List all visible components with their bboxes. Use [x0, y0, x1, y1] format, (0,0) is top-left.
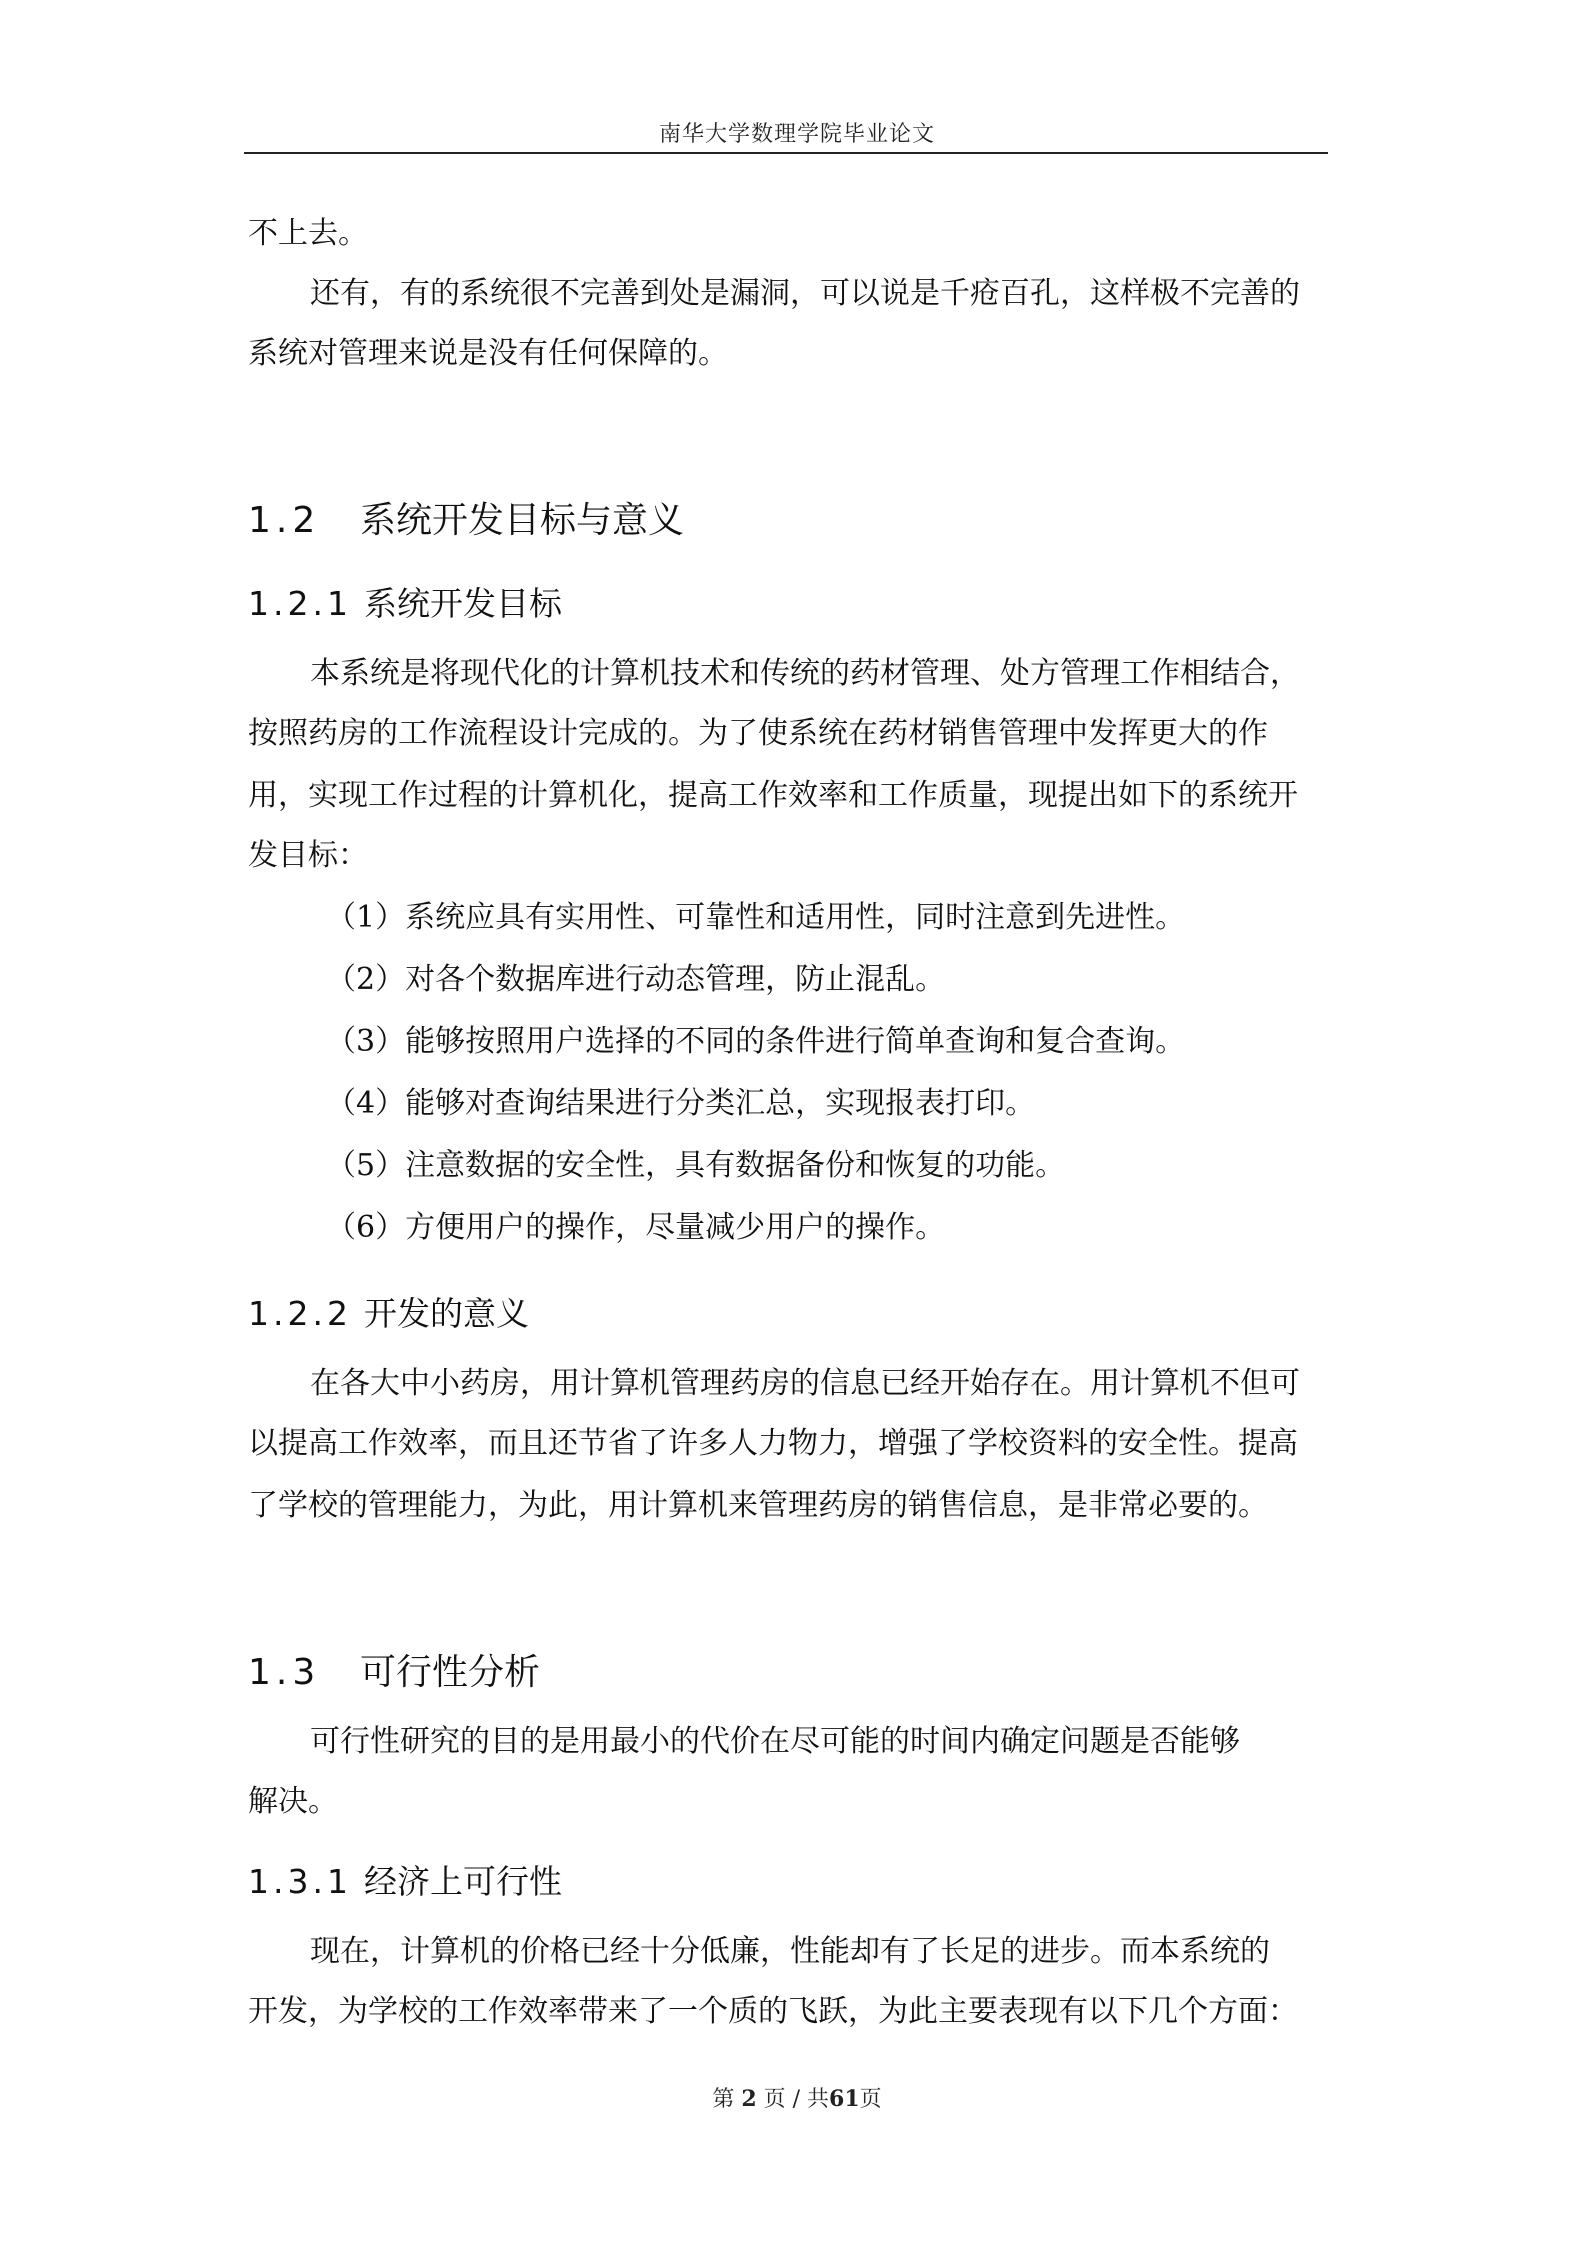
subsection-number: 1.2.2	[248, 1294, 352, 1333]
subsection-number: 1.2.1	[248, 584, 352, 623]
paragraph-line: 发目标：	[248, 838, 368, 873]
page-footer	[0, 2082, 1594, 2113]
footer-page-number: 2	[741, 2086, 757, 2112]
paragraph-line: 可行性研究的目的是用最小的代价在尽可能的时间内确定问题是否能够	[310, 1724, 1240, 1759]
footer-label-of: 页 / 共	[763, 2087, 830, 2112]
section-title: 可行性分析	[360, 1652, 541, 1693]
subsection-number: 1.3.1	[248, 1862, 352, 1901]
section-heading-1-3	[248, 1644, 540, 1695]
subsection-title: 系统开发目标	[363, 584, 562, 623]
paragraph-line: 按照药房的工作流程设计完成的。为了使系统在药材销售管理中发挥更大的作	[248, 716, 1268, 751]
paragraph-line: 开发，为学校的工作效率带来了一个质的飞跃，为此主要表现有以下几个方面：	[248, 1994, 1298, 2029]
section-number: 1.2	[248, 500, 321, 541]
paragraph-line: 解决。	[248, 1784, 338, 1819]
list-item: （3）能够按照用户选择的不同的条件进行简单查询和复合查询。	[326, 1024, 1186, 1059]
paragraph-line: 系统对管理来说是没有任何保障的。	[248, 336, 728, 371]
subsection-heading-1-2-1	[248, 578, 562, 625]
page-header-title: 南华大学数理学院毕业论文	[658, 122, 935, 147]
continued-text: 不上去。	[248, 216, 368, 251]
list-item: （6）方便用户的操作，尽量减少用户的操作。	[326, 1210, 946, 1245]
header-divider	[244, 152, 1328, 154]
subsection-title: 开发的意义	[363, 1294, 529, 1333]
paragraph-line: 现在，计算机的价格已经十分低廉，性能却有了长足的进步。而本系统的	[310, 1934, 1270, 1969]
footer-label-end: 页	[859, 2087, 882, 2112]
paragraph-line: 以提高工作效率，而且还节省了许多人力物力，增强了学校资料的安全性。提高	[248, 1426, 1298, 1461]
footer-total-pages: 61	[829, 2086, 860, 2112]
section-title: 系统开发目标与意义	[360, 500, 685, 541]
paragraph-line: 用，实现工作过程的计算机化，提高工作效率和工作质量，现提出如下的系统开	[248, 778, 1298, 813]
list-item: （4）能够对查询结果进行分类汇总，实现报表打印。	[326, 1086, 1036, 1121]
subsection-title: 经济上可行性	[363, 1862, 562, 1901]
list-item: （1）系统应具有实用性、可靠性和适用性，同时注意到先进性。	[326, 900, 1186, 935]
section-number: 1.3	[248, 1652, 321, 1693]
list-item: （5）注意数据的安全性，具有数据备份和恢复的功能。	[326, 1148, 1066, 1183]
section-heading-1-2	[248, 492, 684, 543]
paragraph-line: 还有，有的系统很不完善到处是漏洞，可以说是千疮百孔，这样极不完善的	[310, 276, 1300, 311]
paragraph-line: 在各大中小药房，用计算机管理药房的信息已经开始存在。用计算机不但可	[310, 1366, 1300, 1401]
paragraph-line: 本系统是将现代化的计算机技术和传统的药材管理、处方管理工作相结合，	[310, 656, 1300, 691]
subsection-heading-1-2-2	[248, 1288, 529, 1335]
paragraph-line: 了学校的管理能力，为此，用计算机来管理药房的销售信息，是非常必要的。	[248, 1488, 1268, 1523]
list-item: （2）对各个数据库进行动态管理，防止混乱。	[326, 962, 946, 997]
footer-label-page: 第	[712, 2087, 735, 2112]
subsection-heading-1-3-1	[248, 1856, 562, 1903]
